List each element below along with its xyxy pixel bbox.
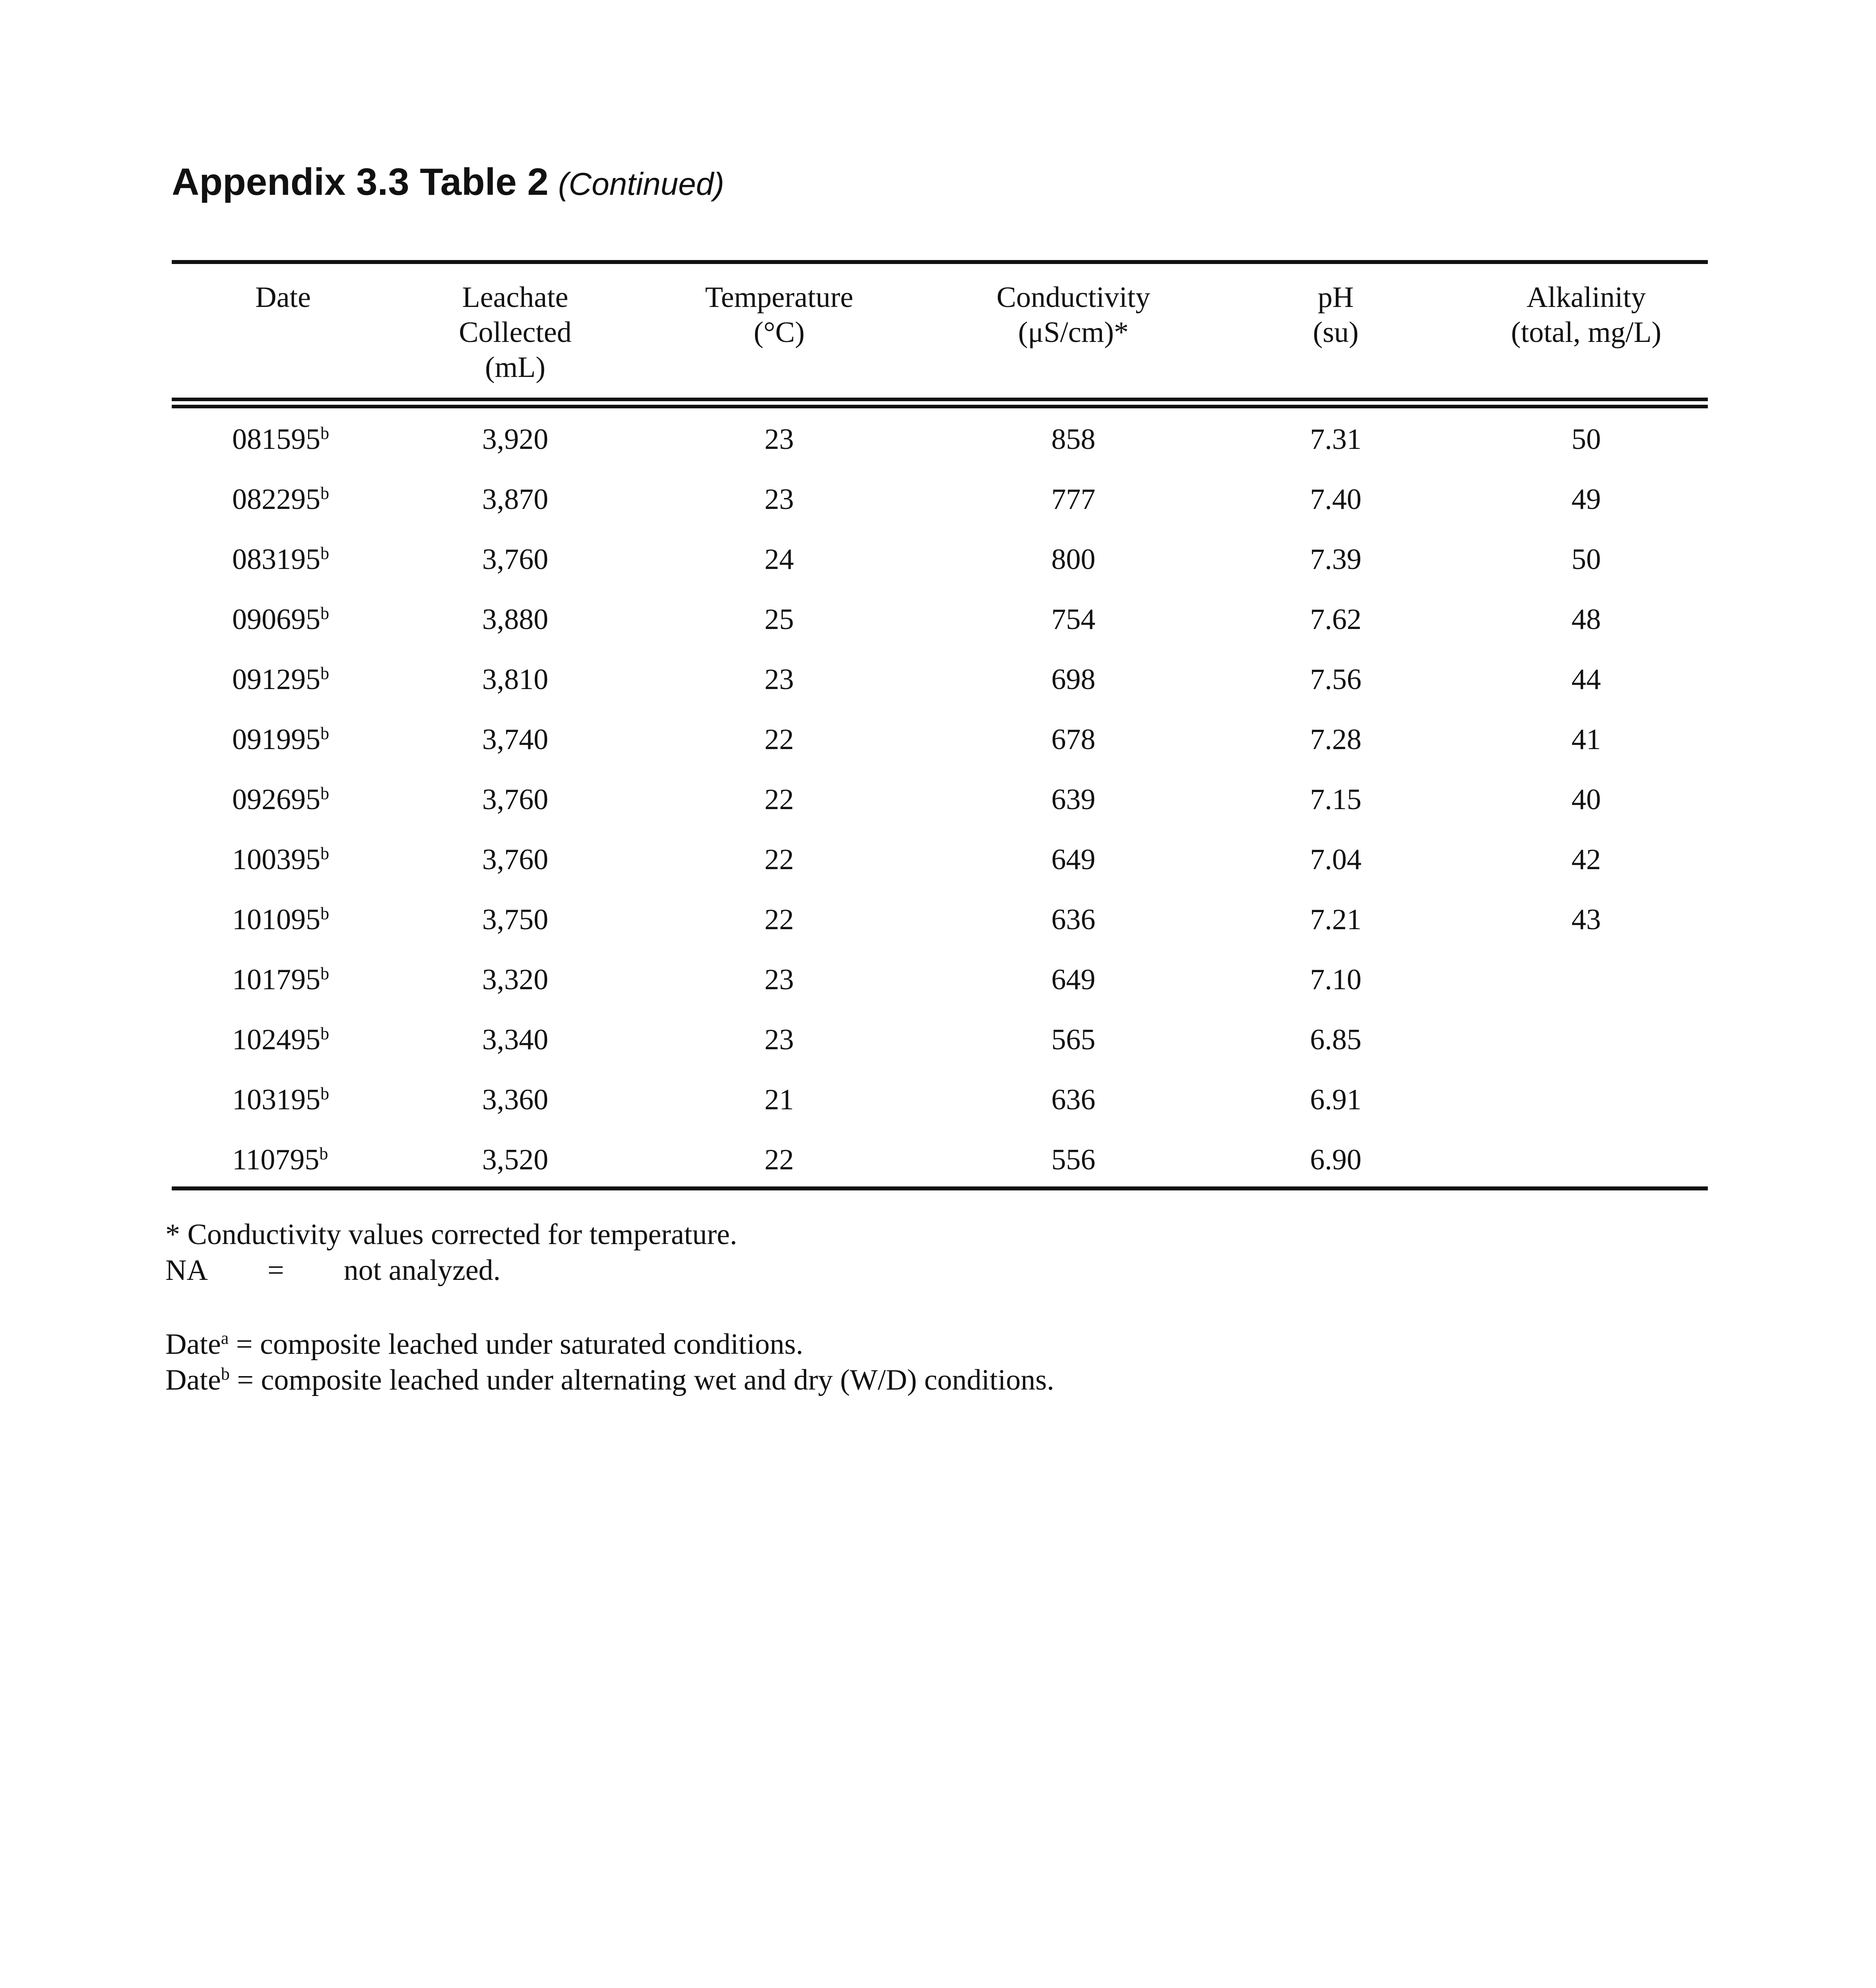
note-date-a [165, 1326, 803, 1362]
alk-cell: 49 [1571, 483, 1601, 516]
page-title [172, 159, 724, 205]
date-cell [232, 421, 329, 457]
ph-cell: 7.62 [1310, 603, 1362, 636]
ph-cell: 7.56 [1310, 663, 1362, 696]
date-footnote-marker: b [320, 483, 329, 503]
date-cell [232, 902, 329, 938]
date-cell [232, 842, 329, 878]
leachate-cell: 3,880 [482, 603, 549, 636]
note-na-eq: = [267, 1254, 284, 1287]
alk-cell: 50 [1571, 543, 1601, 576]
date-footnote-marker: b [320, 844, 329, 863]
temp-cell: 22 [764, 843, 794, 876]
cond-cell: 777 [1051, 483, 1096, 516]
alk-cell: 42 [1571, 843, 1601, 876]
table-header-rule-1 [172, 398, 1708, 401]
ph-cell: 7.04 [1310, 843, 1362, 876]
date-footnote-marker: b [320, 604, 329, 623]
column-header-line: (°C) [753, 316, 805, 349]
date-value: 091295 [232, 663, 320, 696]
cond-cell: 636 [1051, 903, 1096, 936]
note-conductivity: * Conductivity values corrected for temperature. [165, 1218, 737, 1251]
ph-cell: 6.91 [1310, 1083, 1362, 1116]
ph-cell: 7.39 [1310, 543, 1362, 576]
alk-cell: 40 [1571, 783, 1601, 816]
table-bottom-rule [172, 1186, 1708, 1190]
column-header-line: (mL) [485, 351, 546, 384]
date-value: 103195 [232, 1083, 320, 1116]
ph-cell: 7.21 [1310, 903, 1362, 936]
ph-cell: 6.85 [1310, 1023, 1362, 1056]
cond-cell: 649 [1051, 963, 1096, 996]
date-value: 092695 [232, 783, 320, 816]
column-header-line: (su) [1313, 316, 1359, 349]
date-footnote-marker: b [320, 664, 329, 683]
date-footnote-marker: b [320, 904, 329, 923]
date-footnote-marker: b [320, 1084, 329, 1103]
ph-cell: 7.10 [1310, 963, 1362, 996]
date-value: 101095 [232, 903, 320, 936]
column-header [376, 280, 654, 385]
date-value: 110795 [232, 1143, 320, 1176]
date-value: 102495 [232, 1023, 320, 1056]
temp-cell: 23 [764, 423, 794, 456]
date-footnote-marker: b [320, 423, 329, 443]
note-date-a-label: Date [165, 1328, 221, 1361]
note-date-a-text: = composite leached under saturated conditions. [236, 1328, 803, 1361]
temp-cell: 22 [764, 783, 794, 816]
note-na-abbr: NA [165, 1254, 208, 1287]
date-footnote-marker: b [320, 784, 329, 803]
leachate-cell: 3,320 [482, 963, 549, 996]
alk-cell: 41 [1571, 723, 1601, 756]
column-header-line: Collected [459, 316, 572, 349]
column-header [934, 280, 1213, 350]
column-header-line: pH [1317, 281, 1354, 314]
date-cell [232, 602, 329, 637]
temp-cell: 21 [764, 1083, 794, 1116]
alk-cell: 43 [1571, 903, 1601, 936]
column-header-line: Temperature [705, 281, 854, 314]
ph-cell: 7.31 [1310, 423, 1362, 456]
leachate-cell: 3,740 [482, 723, 549, 756]
date-cell [232, 962, 329, 998]
cond-cell: 858 [1051, 423, 1096, 456]
date-footnote-marker: b [319, 1144, 328, 1163]
temp-cell: 23 [764, 963, 794, 996]
leachate-cell: 3,920 [482, 423, 549, 456]
column-header-line: Conductivity [996, 281, 1150, 314]
date-cell [232, 1142, 328, 1178]
date-cell [232, 782, 329, 817]
leachate-cell: 3,810 [482, 663, 549, 696]
temp-cell: 25 [764, 603, 794, 636]
cond-cell: 678 [1051, 723, 1096, 756]
cond-cell: 754 [1051, 603, 1096, 636]
cond-cell: 698 [1051, 663, 1096, 696]
cond-cell: 556 [1051, 1143, 1096, 1176]
date-footnote-marker: b [320, 1024, 329, 1043]
column-header-line: Alkalinity [1526, 281, 1646, 314]
note-date-b-label: Date [165, 1364, 221, 1396]
date-cell [232, 542, 329, 577]
temp-cell: 24 [764, 543, 794, 576]
temp-cell: 23 [764, 663, 794, 696]
table-header-rule-2 [172, 405, 1708, 408]
temp-cell: 22 [764, 903, 794, 936]
alk-cell: 44 [1571, 663, 1601, 696]
ph-cell: 6.90 [1310, 1143, 1362, 1176]
date-cell [232, 1082, 329, 1118]
cond-cell: 800 [1051, 543, 1096, 576]
date-cell [232, 481, 329, 517]
note-na-text: not analyzed. [343, 1254, 501, 1287]
column-header-line: (total, mg/L) [1511, 316, 1662, 349]
column-header-line: (μS/cm)* [1018, 316, 1129, 349]
alk-cell: 50 [1571, 423, 1601, 456]
date-value: 081595 [232, 423, 320, 456]
column-header [1447, 280, 1725, 350]
date-value: 100395 [232, 843, 320, 876]
column-header-line: Date [255, 281, 311, 314]
date-footnote-marker: b [320, 724, 329, 743]
date-value: 083195 [232, 543, 320, 576]
date-cell [232, 1022, 329, 1058]
temp-cell: 23 [764, 1023, 794, 1056]
title-main: Appendix 3.3 Table 2 [172, 161, 549, 203]
date-value: 091995 [232, 723, 320, 756]
column-header [640, 280, 918, 350]
leachate-cell: 3,870 [482, 483, 549, 516]
column-header [1197, 280, 1475, 350]
note-date-b [165, 1362, 1054, 1398]
note-date-b-sup: b [221, 1364, 230, 1384]
ph-cell: 7.40 [1310, 483, 1362, 516]
date-footnote-marker: b [320, 964, 329, 983]
date-footnote-marker: b [320, 544, 329, 563]
cond-cell: 565 [1051, 1023, 1096, 1056]
cond-cell: 639 [1051, 783, 1096, 816]
date-value: 082295 [232, 483, 320, 516]
column-header-line: Leachate [462, 281, 568, 314]
leachate-cell: 3,340 [482, 1023, 549, 1056]
note-na [165, 1252, 501, 1288]
table-top-rule [172, 260, 1708, 264]
temp-cell: 22 [764, 1143, 794, 1176]
leachate-cell: 3,760 [482, 543, 549, 576]
temp-cell: 22 [764, 723, 794, 756]
note-date-a-sup: a [221, 1328, 229, 1348]
cond-cell: 636 [1051, 1083, 1096, 1116]
leachate-cell: 3,520 [482, 1143, 549, 1176]
leachate-cell: 3,760 [482, 843, 549, 876]
date-value: 090695 [232, 603, 320, 636]
title-suffix: (Continued) [558, 166, 724, 202]
temp-cell: 23 [764, 483, 794, 516]
leachate-cell: 3,760 [482, 783, 549, 816]
alk-cell: 48 [1571, 603, 1601, 636]
date-cell [232, 662, 329, 697]
cond-cell: 649 [1051, 843, 1096, 876]
date-value: 101795 [232, 963, 320, 996]
note-date-b-text: = composite leached under alternating wet and dry (W/D) conditions. [237, 1364, 1054, 1396]
ph-cell: 7.28 [1310, 723, 1362, 756]
date-cell [232, 722, 329, 757]
ph-cell: 7.15 [1310, 783, 1362, 816]
leachate-cell: 3,360 [482, 1083, 549, 1116]
leachate-cell: 3,750 [482, 903, 549, 936]
